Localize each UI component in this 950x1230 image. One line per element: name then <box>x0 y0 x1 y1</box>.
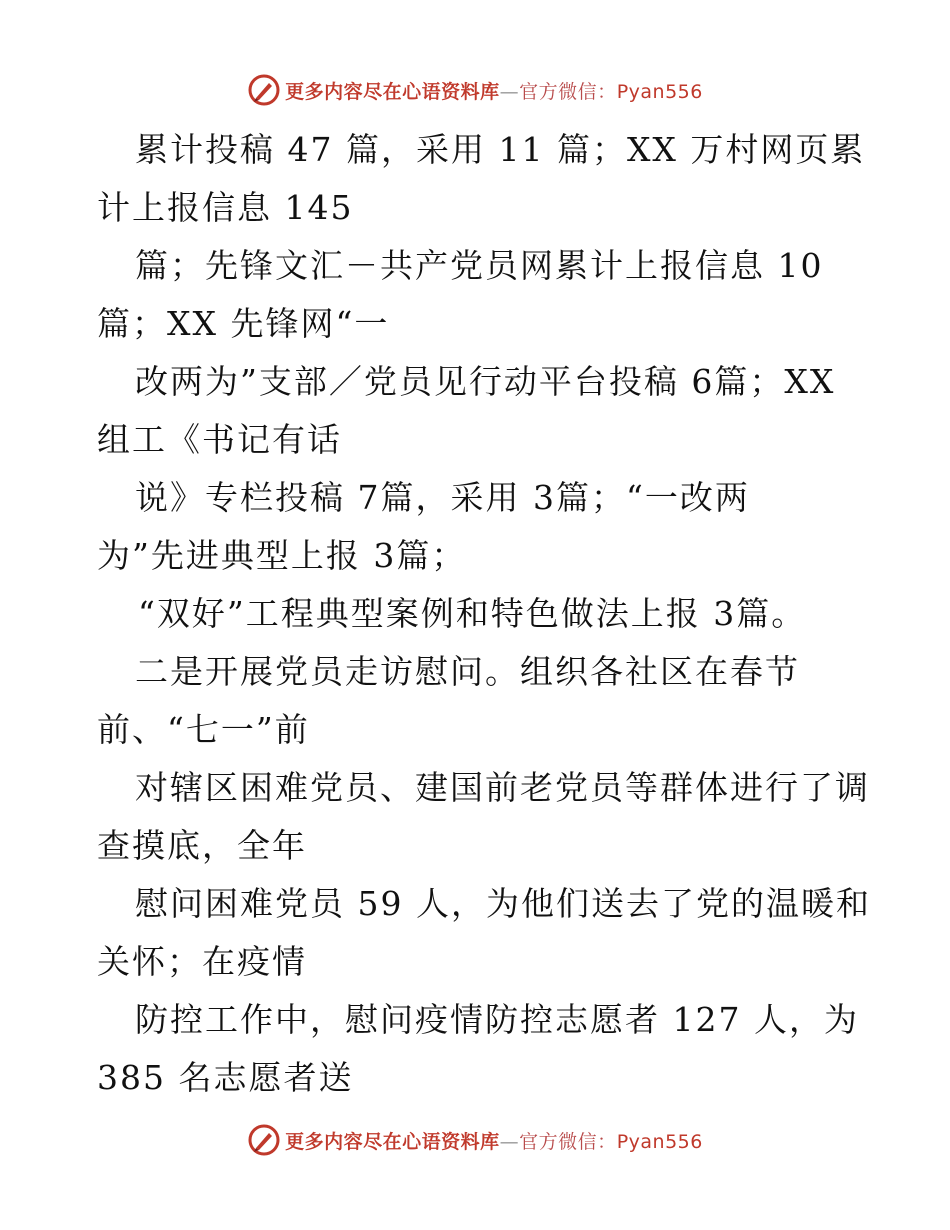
text-line: 篇；先锋文汇－共产党员网累计上报信息 10 <box>135 246 824 285</box>
banner-separator: — <box>499 1130 520 1153</box>
banner-text <box>285 77 703 104</box>
text-line: 说》专栏投稿 7篇，采用 3篇；“一改两 <box>135 478 750 517</box>
banner-text <box>285 1127 703 1154</box>
text-line: 关怀；在疫情 <box>97 942 307 981</box>
text-line: 计上报信息 145 <box>97 188 354 227</box>
text-line: 为”先进典型上报 3篇； <box>97 536 467 575</box>
text-line: 查摸底，全年 <box>97 826 307 865</box>
text-line: 前、“七一”前 <box>97 710 310 749</box>
text-line: 385 名志愿者送 <box>97 1058 354 1097</box>
text-line: 篇；XX 先锋网“一 <box>97 304 390 343</box>
text-line: “双好”工程典型案例和特色做法上报 3篇。 <box>138 594 807 633</box>
text-line: 改两为”支部／党员见行动平台投稿 6篇；XX <box>135 362 836 401</box>
text-line: 对辖区困难党员、建国前老党员等群体进行了调 <box>135 768 870 807</box>
banner-wechat-label: 官方微信： <box>519 1130 617 1153</box>
header-banner <box>0 70 950 110</box>
banner-brand: 更多内容尽在心语资料库 <box>285 1130 500 1153</box>
text-line: 累计投稿 47 篇，采用 11 篇；XX 万村网页累 <box>135 130 866 169</box>
banner-wechat-id: Pyan556 <box>616 1130 703 1153</box>
text-line: 慰问困难党员 59 人，为他们送去了党的温暖和 <box>135 884 871 923</box>
banner-wechat-label: 官方微信： <box>519 80 617 103</box>
footer-banner <box>0 1120 950 1160</box>
text-line: 防控工作中，慰问疫情防控志愿者 127 人，为 <box>135 1000 859 1039</box>
banner-brand: 更多内容尽在心语资料库 <box>285 80 500 103</box>
text-line: 二是开展党员走访慰问。组织各社区在春节 <box>135 652 800 691</box>
banner-wechat-id: Pyan556 <box>616 80 703 103</box>
pen-logo-icon <box>247 1123 281 1157</box>
banner-separator: — <box>499 80 520 103</box>
text-line: 组工《书记有话 <box>97 420 342 459</box>
pen-logo-icon <box>247 73 281 107</box>
